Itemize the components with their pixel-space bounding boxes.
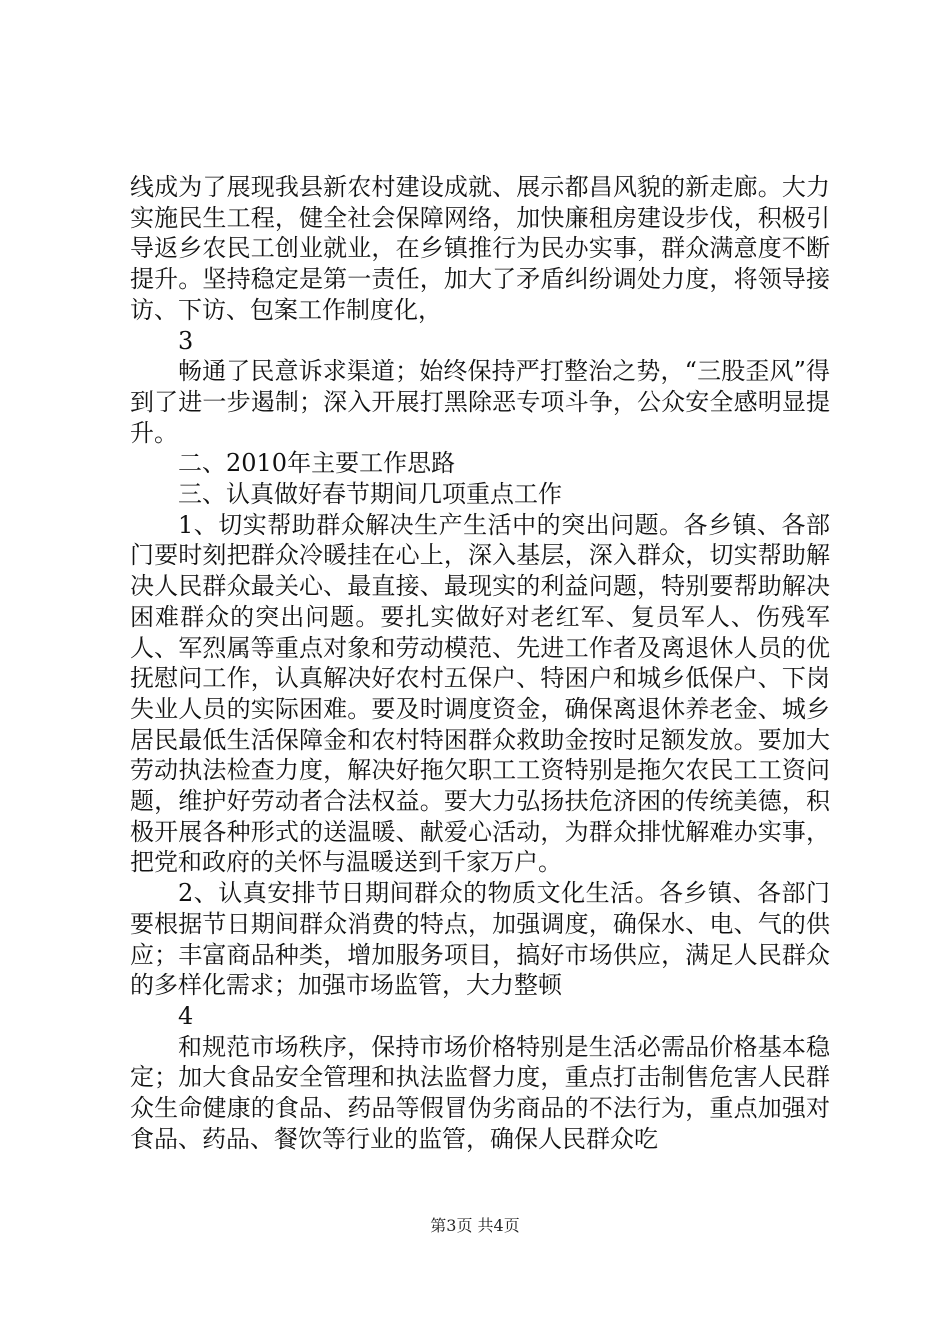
paragraph-1: 线成为了展现我县新农村建设成就、展示都昌风貌的新走廊。大力实施民生工程，健全社会保障网络，加快廉租房建设步伐，积极引导返乡农民工创业就业，在乡镇推行为民办实事，群众满意度不断提升。坚持稳定是第一责任，加大了矛盾纠纷调处力度，将领导接访、下访、包案工作制度化， [130, 173, 830, 324]
inline-page-number-3: 3 [178, 326, 194, 355]
paragraph-2: 畅通了民意诉求渠道；始终保持严打整治之势，“三股歪风”得到了进一步遏制；深入开展打黑除恶专项斗争，公众安全感明显提升。 [130, 357, 830, 447]
paragraph-item-2: 2、认真安排节日期间群众的物质文化生活。各乡镇、各部门要根据节日期间群众消费的特点，加强调度，确保水、电、气的供应；丰富商品种类，增加服务项目，搞好市场供应，满足人民群众的多样化需求；加强市场监管，大力整顿 [130, 879, 830, 1000]
section-heading-2: 二、2010年主要工作思路 [178, 449, 456, 478]
inline-page-number-4: 4 [178, 1001, 194, 1030]
page-footer: 第3页 共4页 [430, 1216, 520, 1235]
paragraph-3: 和规范市场秩序，保持市场价格特别是生活必需品价格基本稳定；加大食品安全管理和执法监督力度，重点打击制售危害人民群众生命健康的食品、药品等假冒伪劣商品的不法行为，重点加强对食品、药品、餐饮等行业的监管，确保人民群众吃 [130, 1032, 830, 1153]
section-heading-3: 三、认真做好春节期间几项重点工作 [178, 480, 562, 509]
document-body [130, 172, 830, 1155]
paragraph-item-1: 1、切实帮助群众解决生产生活中的突出问题。各乡镇、各部门要时刻把群众冷暖挂在心上，深入基层，深入群众，切实帮助解决人民群众最关心、最直接、最现实的利益问题，特别要帮助解决困难群众的突出问题。要扎实做好对老红军、复员军人、伤残军人、军烈属等重点对象和劳动模范、先进工作者及离退休人员的优抚慰问工作，认真解决好农村五保户、特困户和城乡低保户、下岗失业人员的实际困难。要及时调度资金，确保离退休养老金、城乡居民最低生活保障金和农村特困群众救助金按时足额发放。要加大劳动执法检查力度，解决好拖欠职工工资特别是拖欠农民工工资问题，维护好劳动者合法权益。要大力弘扬扶危济困的传统美德，积极开展各种形式的送温暖、献爱心活动，为群众排忧解难办实事，把党和政府的关怀与温暖送到千家万户。 [130, 510, 830, 877]
